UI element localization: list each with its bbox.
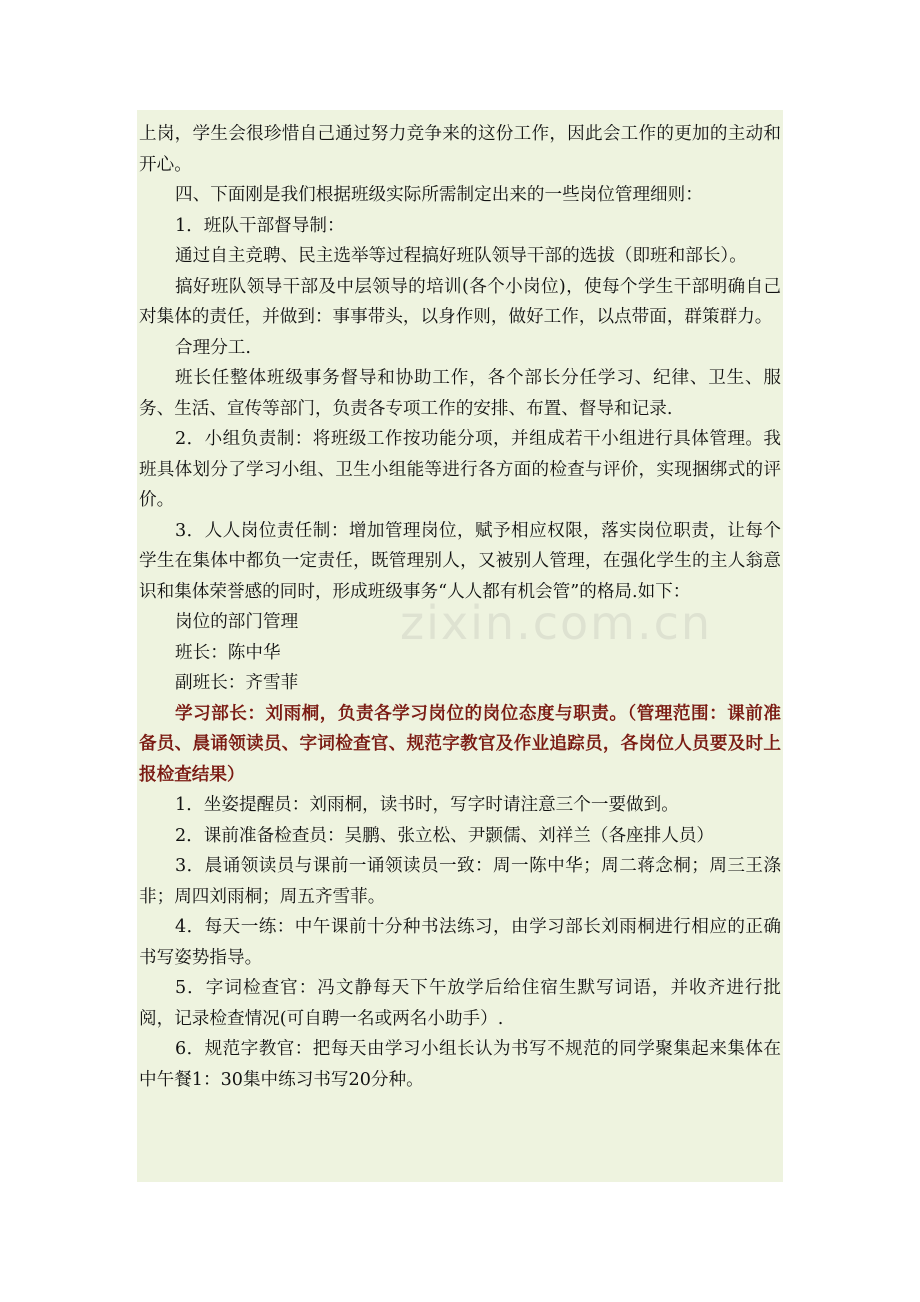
paragraph: 2．小组负责制：将班级工作按功能分项，并组成若干小组进行具体管理。我班具体划分了学习小组、卫生小组能等进行各方面的检查与评价，实现捆绑式的评价。 [139,429,781,510]
paragraph: 搞好班队领导干部及中层领导的培训(各个小岗位)，使每个学生干部明确自己对集体的责任，并做到：事事带头，以身作则，做好工作，以点带面，群策群力。 [139,276,781,327]
paragraph: 四、下面刚是我们根据班级实际所需制定出来的一些岗位管理细则： [175,185,703,205]
paragraph: 班长：陈中华 [175,642,281,663]
paragraph: 6．规范字教官：把每天由学习小组长认为书写不规范的同学聚集起来集体在中午餐1：30集中练习书写20分种。 [139,1039,781,1090]
paragraph: 2．课前准备检查员：吴鹏、张立松、尹颢儒、刘祥兰（各座排人员） [175,825,715,846]
paragraph: 岗位的部门管理 [175,612,299,632]
paragraph: 合理分工. [175,337,251,358]
paragraph: 3．晨诵领读员与课前一诵领读员一致：周一陈中华；周二蒋念桐；周三王涤非；周四刘雨桐；周五齐雪菲。 [139,856,781,907]
paragraph: 副班长：齐雪菲 [175,673,299,693]
paragraph: 4．每天一练：中午课前十分种书法练习，由学习部长刘雨桐进行相应的正确书写姿势指导。 [139,917,781,968]
paragraph: 班长任整体班级事务督导和协助工作，各个部长分任学习、纪律、卫生、服务、生活、宣传等部门，负责各专项工作的安排、布置、督导和记录. [139,368,781,419]
document-page [137,110,783,1182]
paragraph: 1．班队干部督导制： [175,215,345,236]
paragraph: 上岗，学生会很珍惜自己通过努力竞争来的这份工作，因此会工作的更加的主动和开心。 [139,124,781,175]
paragraph: 通过自主竞聘、民主选举等过程搞好班队领导干部的选拔（即班和部长）。 [175,246,747,266]
paragraph: 3．人人岗位责任制：增加管理岗位，赋予相应权限，落实岗位职责，让每个学生在集体中都负一定责任，既管理别人，又被别人管理，在强化学生的主人翁意识和集体荣誉感的同时，形成班级事务“人人都有机会管”的格局.如下： [139,520,781,602]
paragraph: 5．字词检查官：冯文静每天下午放学后给住宿生默写词语，并收齐进行批阅，记录检查情况(可自聘一名或两名小助手）. [139,978,781,1029]
paragraph-bold-heading: 学习部长：刘雨桐，负责各学习岗位的岗位态度与职责。（管理范围：课前准备员、晨诵领读员、字词检查官、规范字教官及作业追踪员，各岗位人员要及时上报检查结果） [139,702,781,785]
paragraph: 1．坐姿提醒员：刘雨桐，读书时，写字时请注意三个一要做到。 [175,795,679,815]
